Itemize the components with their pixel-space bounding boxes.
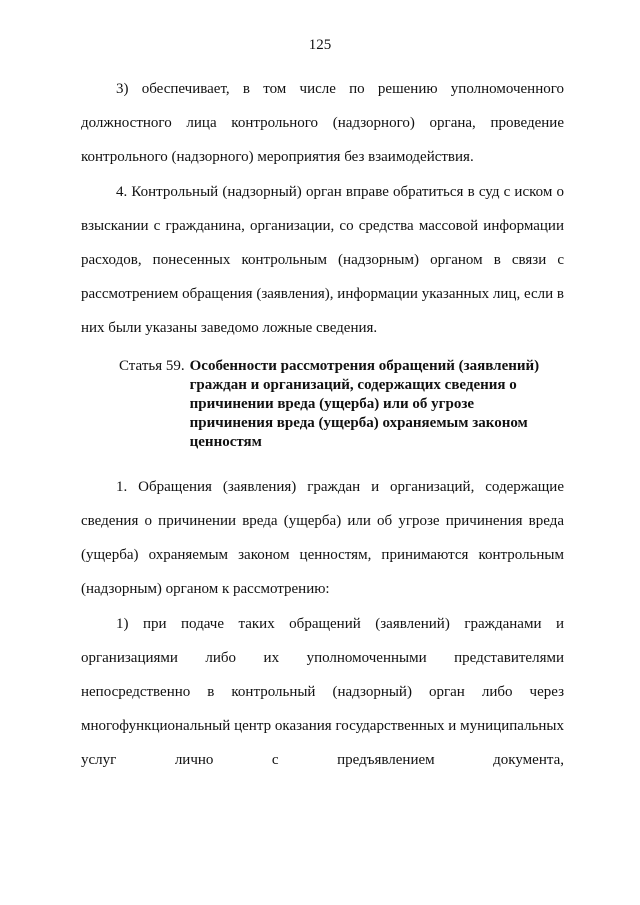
paragraph-item-3: 3) обеспечивает, в том числе по решению уполномоченного должностного лица контрольного (надзорного) органа, проведение контрольного (надзорного) мероприятия без взаимодействия. (81, 81, 564, 165)
article-heading (119, 357, 564, 452)
paragraph-subpoint-1: 1) при подаче таких обращений (заявлений) гражданами и организациями либо их уполномоченными представителями непосредственно в контрольный (надзорный) орган либо через многофункциональный центр оказания государственных и муниципальных услуг лично с предъявлением документа, (81, 616, 564, 768)
paragraph-point-4: 4. Контрольный (надзорный) орган вправе обратиться в суд с иском о взыскании с гражданина, организации, со средства массовой информации расходов, понесенных контрольным (надзорным) органом в связи с рассмотрением обращения (заявления), информации указанных лиц, если в них были указаны заведомо ложные сведения. (81, 184, 564, 336)
article-title: Особенности рассмотрения обращений (заявлений) граждан и организаций, содержащих сведения о причинении вреда (ущерба) или об угрозе причинения вреда (ущерба) охраняемым законом ценностям (189, 358, 540, 450)
document-body (81, 72, 564, 777)
page-number: 125 (308, 37, 332, 53)
paragraph-point-1: 1. Обращения (заявления) граждан и организаций, содержащие сведения о причинении вреда (ущерба) или об угрозе причинения вреда (ущерба) охраняемым законом ценностям, принимаются контрольным (надзорным) органом к рассмотрению: (81, 479, 564, 597)
article-number: Статья 59. (119, 358, 185, 374)
